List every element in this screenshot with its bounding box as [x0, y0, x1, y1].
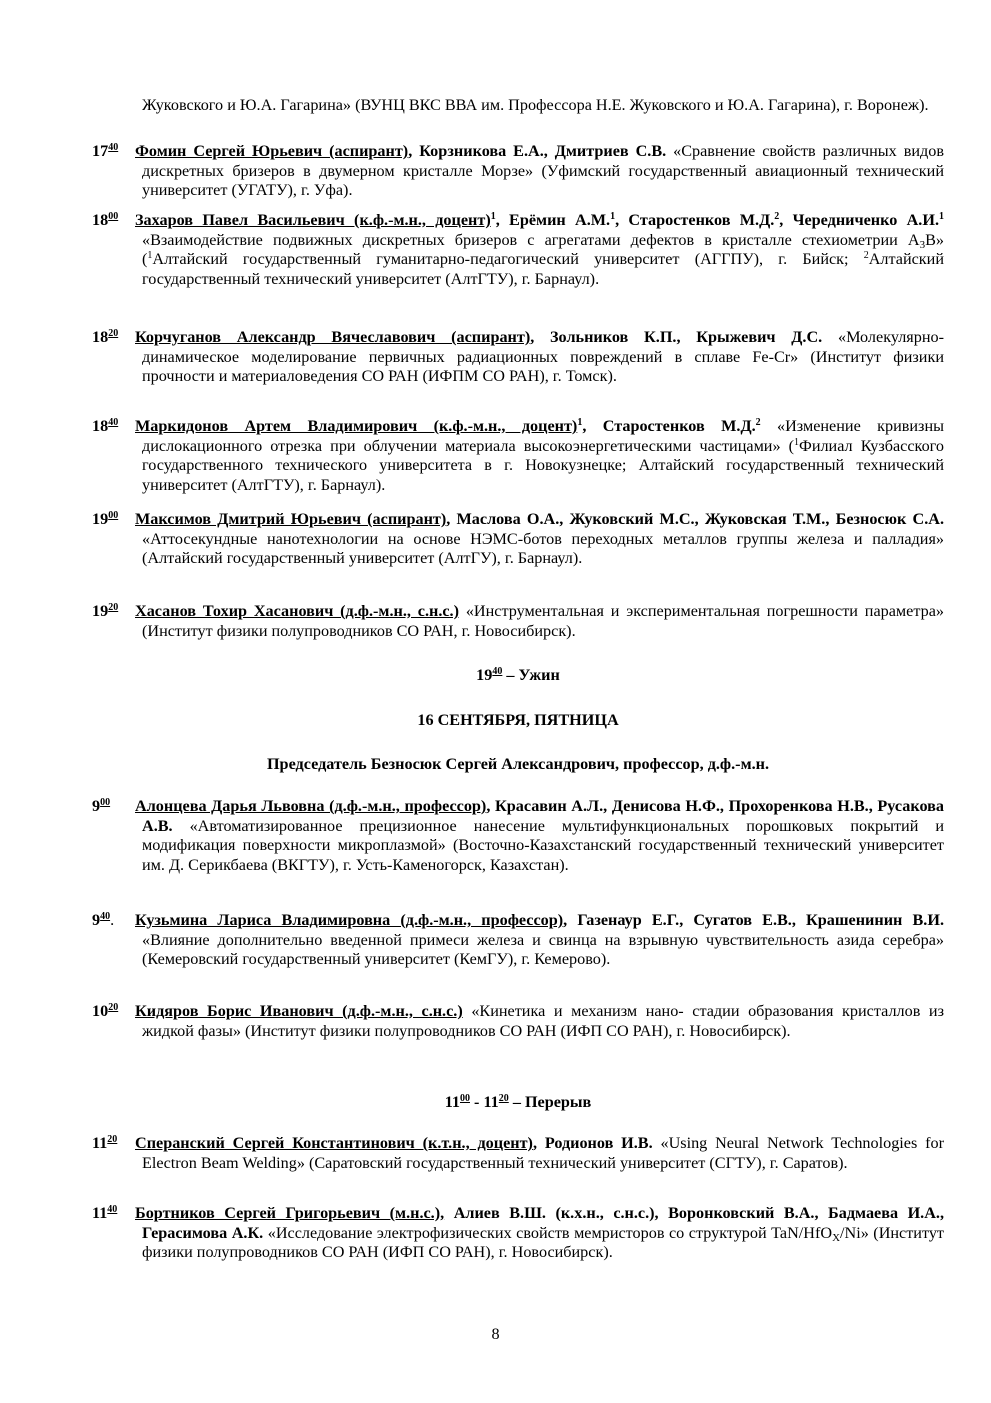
entry-time: $19^{00}$ [92, 510, 119, 528]
co-authors: , Родионов И.В. [532, 1134, 653, 1152]
co-authors: , Зольников К.П., Крыжевич Д.С. [530, 328, 823, 346]
lead-speaker: Бортников Сергей Григорьевич (м.н.с.), [135, 1204, 445, 1222]
talk-title: «Влияние дополнительно введенной примеси железа и свинца на взрывную чувствительность азида серебра» (Кемеровский государственный университет (КемГУ), г. Кемерово). [142, 930, 944, 968]
program-entry [92, 328, 944, 387]
talk-title: «Изменение кривизны дислокационного отрезка при облучении материала высокоэнергетическими частицами» ( [142, 417, 944, 455]
entry-time: $10^{20}$ [92, 1002, 119, 1020]
co-authors: , Красавин А.Л., Денисова Н.Ф., Прохоренкова Н.В., Русакова А.В. [142, 797, 944, 835]
talk-title: «Using Neural Network Technologies for Electron Beam Welding» (Саратовский государственный технический университет (СГТУ), г. Саратов). [142, 1134, 945, 1172]
talk-title: «Автоматизированное прецизионное нанесение мультифункциональных порошковых покрытий и модификация поверхности микроплазмой» (Восточно-Казахстанский государственный технический университет им. Д. Серикбаева (ВКГТУ), г. Усть-Каменогорск, Казахстан). [142, 816, 944, 874]
lead-speaker: Кидяров Борис Иванович (д.ф.-м.н., с.н.с.) [135, 1002, 463, 1020]
talk-title: «Аттосекундные нанотехнологии на основе НЭМС-ботов переходных металлов группы железа и палладия» (Алтайский государственный университет (АлтГУ), г. Барнаул). [142, 529, 944, 567]
program-entry [92, 510, 944, 569]
program-entry [92, 797, 944, 875]
program-entry: $18^{00}$ Захаров Павел Васильевич (к.ф.-м.н., доцент)$^1$, Ерёмин А.М.$^1$, Старостенков М.Д.$^2$, Чередниченко А.И.$^1$ «Взаимодействие подвижных дискретных бризеров с агрегатами дефектов в кристалле стехиометрии $А_3В$» ($^1$Алтайский государственный гуманитарно-педагогический университет (АГГПУ), г. Бийск; $^2$Алтайский государственный технический университет (АлтГТУ), г. Барнаул). [92, 211, 944, 288]
continuation-text: Жуковского и Ю.А. Гагарина» (ВУНЦ ВКС ВВА им. Профессора Н.Е. Жуковского и Ю.А. Гагарина), г. Воронеж). [142, 96, 929, 114]
lead-speaker: Захаров Павел Васильевич (к.ф.-м.н., доцент) [135, 211, 491, 229]
day-heading: 16 СЕНТЯБРЯ, ПЯТНИЦА [417, 711, 619, 729]
lead-speaker: Максимов Дмитрий Юрьевич (аспирант) [135, 510, 447, 528]
lead-speaker: Маркидонов Артем Владимирович (к.ф.-м.н., доцент) [135, 417, 578, 435]
lead-speaker: Сперанский Сергей Константинович (к.т.н., доцент) [135, 1134, 533, 1152]
page-number: 8 [491, 1325, 500, 1343]
co-authors: , Корзникова Е.А., Дмитриев С.В. [408, 142, 667, 160]
talk-title: «Взаимодействие подвижных дискретных бризеров с агрегатами дефектов в кристалле стехиометрии А [142, 230, 920, 249]
session-chair: Председатель Безносюк Сергей Александрович, профессор, д.ф.-м.н. [266, 755, 770, 773]
entry-time: $9^{00}$ [92, 797, 111, 815]
entry-time: $18^{40}$ [92, 417, 119, 435]
lead-speaker: Корчуганов Александр Вячеславович (аспирант) [135, 328, 531, 346]
co-authors: , Ерёмин А.М. [495, 211, 611, 229]
co-authors: Алиев В.Ш. (к.х.н., с.н.с.), Воронковский В.А., Бадмаева И.А., Герасимова А.К. [142, 1204, 945, 1242]
program-entry [92, 1134, 944, 1173]
talk-title: «Кинетика и механизм нано- стадии образования кристаллов из жидкой фазы» (Институт физики полупроводников СО РАН (ИФП СО РАН), г. Новосибирск). [142, 1002, 944, 1040]
program-entry [92, 142, 944, 201]
coffee-break: $11^{00} - 11^{20}$ – Перерыв [444, 1093, 592, 1111]
program-entry: $11^{40}$ Бортников Сергей Григорьевич (м.н.с.), Алиев В.Ш. (к.х.н., с.н.с.), Воронковский В.А., Бадмаева И.А., Герасимова А.К. «Исследование электрофизических свойств мемристоров со структурой TaN/HfO$_X$/Ni» (Институт физики полупроводников СО РАН (ИФП СО РАН), г. Новосибирск). [92, 1204, 945, 1261]
talk-title: «Инструментальная и экспериментальная погрешности параметра» (Институт физики полупроводников СО РАН, г. Новосибирск). [142, 602, 944, 640]
entry-time: $11^{40}$ [92, 1204, 118, 1222]
entry-time: $18^{00}$ [92, 211, 119, 229]
entry-time: $9^{40}$. [92, 911, 115, 929]
talk-title: «Исследование электрофизических свойств мемристоров со структурой TaN/HfO [263, 1223, 833, 1242]
co-authors: , Газенаур Е.Г., Сугатов Е.В., Крашенинин В.И. [563, 911, 944, 929]
entry-time: $18^{20}$ [92, 328, 119, 346]
entry-time: $17^{40}$ [92, 142, 119, 160]
dinner-break: $19^{40}$ – Ужин [476, 666, 560, 684]
program-entry [92, 911, 944, 970]
program-entry [92, 602, 944, 641]
co-authors: , Маслова О.А., Жуковский М.С., Жуковская Т.М., Безносюк С.А. [446, 510, 944, 528]
lead-speaker: Хасанов Тохир Хасанович (д.ф.-м.н., с.н.с.) [135, 602, 459, 620]
program-entry [92, 1002, 944, 1041]
program-entry: $18^{40}$ Маркидонов Артем Владимирович (к.ф.-м.н., доцент)$^1$, Старостенков М.Д.$^2$ «Изменение кривизны дислокационного отрезка при облучении материала высокоэнергетическими частицами» ($^1$Филиал Кузбасского государственного технического университета в г. Новокузнецке; Алтайский государственный технический университет (АлтГТУ), г. Барнаул). [92, 417, 945, 494]
entry-time: $19^{20}$ [92, 602, 119, 620]
co-authors: , Старостенков М.Д. [582, 417, 756, 435]
talk-title: «Сравнение свойств различных видов дискретных бризеров в двумерном кристалле Морзе» (Уфимский государственный авиационный технический университет (УГАТУ), г. Уфа). [142, 142, 944, 199]
lead-speaker: Фомин Сергей Юрьевич (аспирант) [135, 142, 409, 160]
entry-time: $11^{20}$ [92, 1134, 118, 1152]
talk-title: «Молекулярно-динамическое моделирование первичных радиационных повреждений в сплаве Fe-Cr» (Институт физики прочности и материаловедения СО РАН (ИФПМ СО РАН), г. Томск). [142, 328, 944, 385]
lead-speaker: Алонцева Дарья Львовна (д.ф.-м.н., профессор) [135, 797, 487, 815]
lead-speaker: Кузьмина Лариса Владимировна (д.ф.-м.н., профессор) [135, 911, 564, 929]
